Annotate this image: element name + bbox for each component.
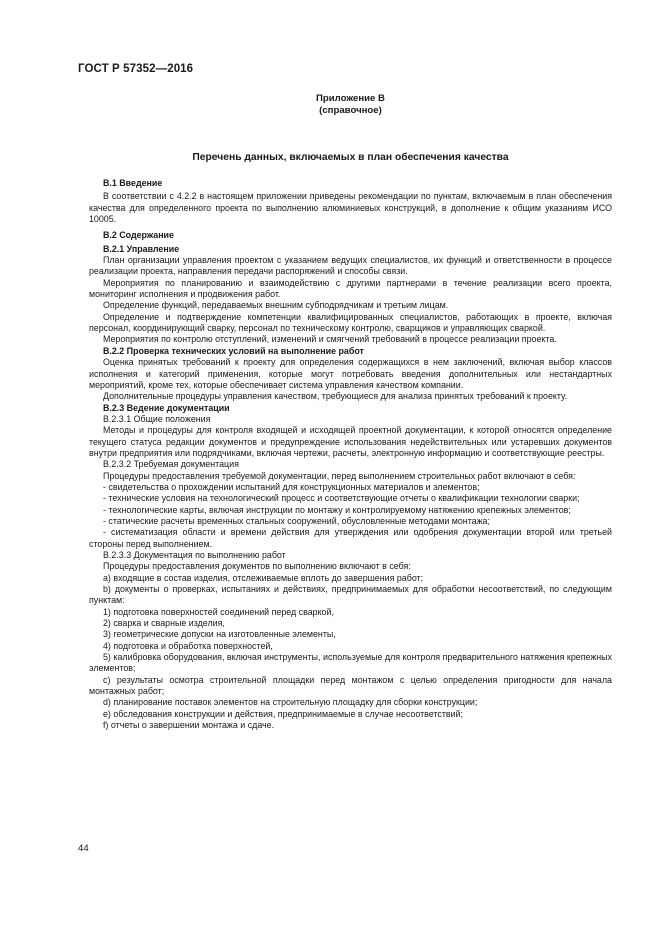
- main-title: Перечень данных, включаемых в план обеспечения качества: [192, 152, 509, 163]
- section-heading-b1: В.1 Введение: [103, 178, 163, 188]
- list-item: - свидетельства о прохождении испытаний для конструкционных материалов и элементов;: [103, 481, 480, 492]
- subsection-heading-b232: В.2.3.2 Требуемая документация: [103, 459, 239, 470]
- paragraph: В соответствии с 4.2.2 в настоящем приложении приведены рекомендации по пунктам, включаемым в план обеспечения качества для определенного проекта по выполнению алюминиевых конструкций, в дополнение к общим указаниям ИСО 10005.: [89, 191, 612, 225]
- list-item: 3) геометрические допуски на изготовленные элементы,: [103, 629, 336, 640]
- subsection-heading-b231: В.2.3.1 Общие положения: [103, 413, 211, 424]
- paragraph: План организации управления проектом с указанием ведущих специалистов, их функций и ответственности в процессе реализации проекта, направления передачи распоряжений и способы связи.: [89, 255, 612, 277]
- paragraph: Методы и процедуры для контроля входящей и исходящей проектной документации, к которой относятся определение текущего статуса редакции документов и предупреждение использования недействительных или устаревших документов внутри предприятия или подрядчиками, включая чертежи, расчеты, электронную информацию и соответствующие реестры.: [89, 425, 612, 458]
- appendix-title: Приложение В: [316, 93, 385, 104]
- list-item: d) планирование поставок элементов на строительную площадку для сборки конструкции;: [103, 697, 478, 708]
- paragraph: Мероприятия по планированию и взаимодействию с другими партнерами в течение реализации всего проекта, мониторинг исполнения и продвижения работ.: [89, 277, 612, 300]
- section-heading-b2: В.2 Содержание: [103, 230, 174, 241]
- list-item: e) обследования конструкции и действия, предпринимаемые в случае несоответствий;: [103, 708, 463, 719]
- list-item: c) результаты осмотра строительной площадки перед монтажом с целью определения пригодности для начала монтажных работ;: [89, 674, 612, 697]
- list-item: 2) сварка и сварные изделия,: [103, 618, 225, 629]
- list-item: - систематизация области и времени действия для утверждения или одобрения документации второй или третьей стороны перед выполнением.: [89, 527, 612, 549]
- list-item: - технологические карты, включая инструкции по монтажу и контролируемому натяжению крепежных элементов;: [103, 504, 571, 515]
- paragraph: Дополнительные процедуры управления качеством, требующиеся для анализа принятых требований к проекту.: [103, 391, 568, 402]
- document-body: [89, 178, 612, 732]
- section-heading-b21: В.2.1 Управление: [103, 243, 180, 254]
- list-item: 4) подготовка и обработка поверхностей,: [103, 640, 273, 651]
- paragraph: Мероприятия по контролю отступлений, изменений и смягчений требований в процессе реализации проекта.: [103, 334, 557, 345]
- paragraph: Процедуры предоставления документов по выполнению включают в себя:: [103, 561, 411, 572]
- list-item: f) отчеты о завершении монтажа и сдаче.: [103, 720, 275, 731]
- paragraph: Оценка принятых требований к проекту для определения содержащихся в нем заключений, включая выбор классов исполнения и категорий применения, которые могут потребовать введения дополнительных или нестандартных мероприятий, кроме тех, которые обеспечивает система управления качеством компании.: [89, 357, 612, 390]
- document-code: ГОСТ Р 57352—2016: [78, 63, 194, 75]
- list-item: а) входящие в состав изделия, отслеживаемые вплоть до завершения работ;: [103, 572, 424, 583]
- list-item: - технические условия на технологический процесс и соответствующие отчеты о квалификации технологии сварки;: [103, 493, 580, 504]
- list-item: - статические расчеты временных стальных сооружений, обусловленные методами монтажа;: [103, 515, 490, 526]
- paragraph: Определение и подтверждение компетенции квалифицированных специалистов, работающих в проекте, включая персонал, координирующий сварку, персонал по техническому контролю, сварщиков и управляющих сваркой.: [89, 311, 612, 334]
- paragraph: Определение функций, передаваемых внешним субподрядчикам и третьим лицам.: [103, 300, 449, 311]
- paragraph: Процедуры предоставления требуемой документации, перед выполнением строительных работ включают в себя:: [103, 470, 576, 481]
- list-item: b) документы о проверках, испытаниях и действиях, предпринимаемых для обработки несоответствий, по следующим пунктам:: [89, 584, 612, 606]
- appendix-note: (справочное): [319, 105, 382, 116]
- page-number: 44: [78, 843, 89, 854]
- section-heading-b23: В.2.3 Ведение документации: [103, 402, 230, 413]
- list-item: 5) калибровка оборудования, включая инструменты, используемые для контроля предварительного натяжения крепежных элементов;: [89, 652, 612, 674]
- section-heading-b22: В.2.2 Проверка технических условий на выполнение работ: [103, 345, 364, 356]
- subsection-heading-b233: В.2.3.3 Документация по выполнению работ: [103, 550, 286, 560]
- list-item: 1) подготовка поверхностей соединений перед сваркой,: [103, 606, 334, 617]
